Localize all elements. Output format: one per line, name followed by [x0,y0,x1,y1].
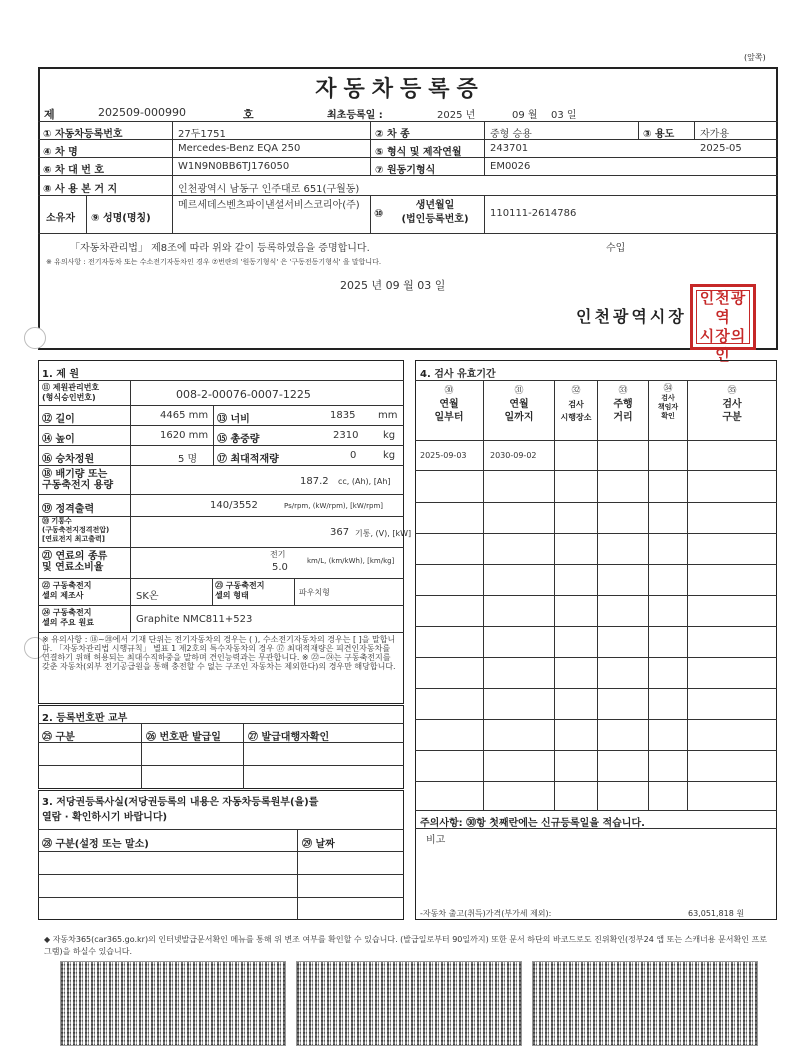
vehicle-type-label: ② 차 종 [375,129,410,140]
battery-material-value: Graphite NMC811+523 [136,614,253,625]
inspection-frame [415,360,777,920]
grid-line [38,897,404,898]
inspection-from-header: ㉚ 연월 일부터 [434,386,464,423]
grid-line [38,742,404,743]
document-title: 자동차등록증 [315,77,485,102]
first-registration-year: 2025 년 [437,110,476,121]
fuel-label: ㉑ 연료의 종류 및 연료소비율 [42,551,108,573]
gross-weight-value: 2310 [333,430,359,441]
plate-number-label: ① 자동차등록번호 [43,129,123,140]
verification-barcode [60,961,286,1046]
first-registration-month: 09 월 [512,110,538,121]
grid-line [38,874,404,875]
gross-weight-unit: kg [383,430,396,441]
grid-line [297,829,298,920]
birth-number-icon: ⑩ [374,207,384,220]
birth-value: 110111-2614786 [490,208,577,219]
grid-line [38,465,404,466]
grid-line [415,781,777,782]
punch-hole [24,327,46,349]
grid-line [172,121,173,195]
grid-line [415,750,777,751]
grid-line [38,425,404,426]
usage-label: ③ 용도 [643,129,675,140]
seating-value: 5 명 [178,454,198,465]
registration-number: 202509-000990 [98,106,186,119]
inspection-officer-header: ㉞ 검사 책임자 확인 [657,384,679,420]
grid-line [213,405,214,465]
first-registration-label: 최초등록일 : [327,110,383,121]
owner-name-label: ⑨ 성명(명칭) [91,213,151,224]
engine-type-label: ⑦ 원동기형식 [375,165,436,176]
grid-line [38,445,404,446]
rated-output-label: ⑲ 정격출력 [42,504,95,515]
grid-line [38,405,404,406]
grid-line [484,121,485,175]
grid-line [484,195,485,233]
battery-maker-label: ㉒ 구동축전지 셀의 제조사 [42,581,92,600]
width-value: 1835 [330,410,356,421]
issuer-name: 인천광역시장 [576,307,687,326]
length-label: ⑫ 길이 [42,414,75,425]
birth-label: 생년월일 (법인등록번호) [401,200,469,225]
grid-line [38,723,404,724]
fuel-efficiency-unit: km/L, (km/kWh), [km/kg] [307,557,395,565]
rated-output-value: 140/3552 [210,500,258,511]
grid-line [243,723,244,789]
grid-line [415,380,777,381]
grid-line [38,547,404,548]
grid-line [38,578,404,579]
plate-issue-title: 2. 등록번호판 교부 [42,713,128,724]
mortgage-date-header: ㉙ 날짜 [302,839,335,850]
grid-line [38,380,404,381]
plate-issue-agent-header: ㉗ 발급대행자확인 [248,732,330,743]
grid-line [370,121,371,175]
grid-line [38,829,404,830]
model-label: ④ 차 명 [43,147,78,158]
grid-line [141,723,142,789]
height-label: ⑭ 높이 [42,434,75,445]
certify-suffix: 수입 [606,243,626,254]
first-registration-day: 03 일 [551,110,577,121]
grid-line [38,121,778,122]
grid-line [415,564,777,565]
grid-line [38,195,778,196]
spec-no-value: 008-2-00076-0007-1225 [176,388,311,401]
owner-label: 소유자 [46,213,75,224]
grid-line [415,657,777,658]
fuel-type-value: 전기 [270,550,286,559]
certify-text: 「자동차관리법」 제8조에 따라 위와 같이 등록하였음을 증명합니다. [70,243,370,254]
vin-label: ⑥ 차 대 번 호 [43,165,105,176]
spec-section-title: 1. 제 원 [42,369,80,380]
mortgage-category-header: ㉘ 구분(설정 또는 말소) [42,839,149,850]
grid-line [415,502,777,503]
seating-label: ⑯ 승차정원 [42,454,95,465]
manufacture-date-value: 2025-05 [700,143,742,154]
grid-line [172,195,173,233]
ho-label: 호 [243,108,254,121]
grid-line [415,688,777,689]
form-label: ⑤ 형식 및 제작연월 [375,147,462,158]
verification-barcode [532,961,758,1046]
no-label: 제 [44,108,55,121]
address-label: ⑧ 사 용 본 거 지 [43,184,118,195]
inspection-mileage-header: ㉝ 주행 거리 [613,386,633,423]
grid-line [415,626,777,627]
seal-text: 인천광역 시장의인 [699,289,747,364]
gross-weight-label: ⑮ 총중량 [217,434,260,445]
width-label: ⑬ 너비 [217,414,250,425]
grid-line [415,440,777,441]
vehicle-type-value: 중형 승용 [490,129,532,140]
displacement-value: 187.2 [300,476,329,487]
cylinder-value: 367 [330,527,350,538]
grid-line [415,810,777,811]
grid-line [38,851,404,852]
plate-number-value: 27두1751 [178,129,226,140]
official-seal [690,284,756,364]
verification-barcode [296,961,522,1046]
grid-line [415,719,777,720]
engine-type-value: EM0026 [490,161,531,172]
verification-notice: ◆ 자동차365(car365.go.kr)의 인터넷발급문서확인 메뉴를 통해 위 변조 여부를 확인할 수 있습니다. (발급일로부터 90일까지) 또한 문서 하단의 바코드로도 진위확인(정부24 앱 또는 스캐너용 문서확인 프로그램)을 하실수 있습니다. [44,935,767,956]
model-value: Mercedes-Benz EQA 250 [178,143,301,154]
displacement-label: ⑱ 배기량 또는 구동축전지 용량 [42,469,114,491]
owner-name-value: 메르세데스벤츠파이낸셜서비스코리아(주) [178,200,360,211]
price-value: 63,051,818 원 [688,909,745,918]
length-value: 4465 mm [160,410,209,421]
remarks-label: 비고 [426,835,446,846]
max-load-label: ⑰ 최대적재량 [217,454,279,465]
height-value: 1620 mm [160,430,209,441]
grid-line [638,121,639,139]
max-load-unit: kg [383,450,396,461]
cylinder-unit: 기통, (V), [kW] [355,529,412,538]
grid-line [694,121,695,139]
issue-date: 2025 년 09 월 03 일 [340,279,446,292]
grid-line [38,632,404,633]
grid-line [415,828,777,829]
page-side-label: (앞쪽) [744,53,766,62]
grid-line [415,595,777,596]
width-unit: mm [378,410,398,421]
grid-line [86,195,87,233]
vin-value: W1N9N0BB6TJ176050 [178,161,290,172]
form-value: 243701 [490,143,529,154]
cylinder-label: ⑳ 기통수 (구동축전지정격전압) [연료전지 최고출력] [42,517,110,543]
inspection-place-header: ㉜ 검사 시행장소 [560,386,592,422]
plate-issue-date-header: ㉖ 번호판 발급일 [146,732,221,743]
spec-no-label: ⑪ 제원관리번호 (형식승인번호) [42,383,100,402]
spec-notice: ※ 유의사항 : ⑱~⑳에서 기재 단위는 전기자동차의 경우는 ( ), 수소전기자동차의 경우는 [ ]을 말합니다. 「자동차관리법 시행규칙」 별표 1 제2호의 특수자동차의 경우 ⑰ 최대적재량은 피견인자동차를 연결하기 위해 허용되는 최대수직하중을 말하며 견인능력과는 무관합니다. ※ ㉒~㉔는 구동축전지를 갖춘 자동차(외부 전기공급원을 통해 충전할 수 없는 구조인 자동차는 제외한다)의 경우만 해당합니다. [42,635,396,671]
grid-line [38,605,404,606]
usage-value: 자가용 [700,129,729,140]
plate-issue-category-header: ㉕ 구분 [42,732,75,743]
fuel-efficiency-value: 5.0 [272,562,288,573]
battery-form-label: ㉓ 구동축전지 셀의 형태 [215,581,265,600]
grid-line [294,578,295,605]
inspection-to-header: ㉛ 연월 일까지 [504,386,534,423]
inspection-from-value: 2025-09-03 [420,451,467,460]
inspection-caution: 주의사항: ㉚항 첫째란에는 신규등록일을 적습니다. [420,818,645,829]
grid-line [38,233,778,234]
battery-form-value: 파우치형 [299,588,330,597]
battery-material-label: ㉔ 구동축전지 셀의 주요 원료 [42,608,94,627]
address-value: 인천광역시 남동구 인주대로 651(구월동) [178,184,360,195]
price-label: -자동차 출고(취득)가격(부가세 제외): [420,909,552,918]
inspection-type-header: ㉟ 검사 구분 [722,386,742,423]
max-load-value: 0 [350,450,357,461]
displacement-unit: cc, (Ah), [Ah] [338,477,391,486]
grid-line [212,578,213,605]
inspection-title: 4. 검사 유효기간 [420,369,496,380]
caution-text: ※ 유의사항 : 전기자동차 또는 수소전기자동차인 경우 ⑦번란의 '원동기형식' 은 '구동전동기형식' 을 말합니다. [46,258,382,266]
grid-line [130,380,131,632]
grid-line [38,765,404,766]
rated-output-unit: Ps/rpm, (kW/rpm), [kW/rpm] [284,502,384,510]
inspection-to-value: 2030-09-02 [490,451,537,460]
grid-line [370,195,371,233]
grid-line [415,470,777,471]
grid-line [415,533,777,534]
grid-line [38,494,404,495]
mortgage-title: 3. 저당권등록사실(저당권등록의 내용은 자동차등록원부(을)를 열람 · 확인하시기 바랍니다) [42,797,319,823]
battery-maker-value: SK온 [136,591,159,602]
